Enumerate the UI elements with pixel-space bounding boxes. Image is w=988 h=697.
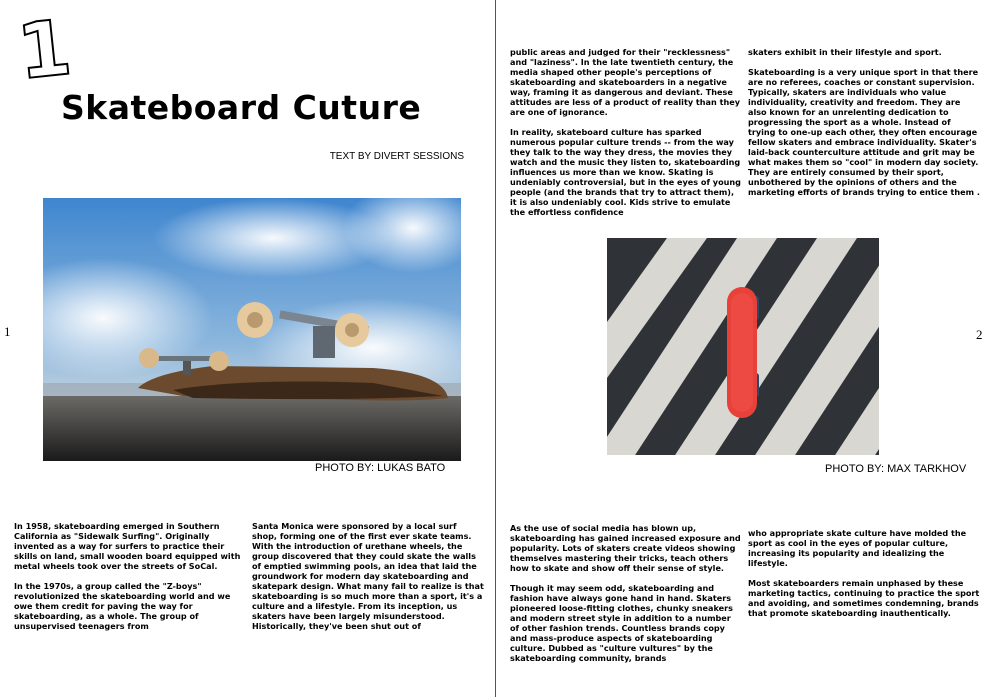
paragraph: Santa Monica were sponsored by a local surf shop, forming one of the first ever skate teams. With the introduction of urethane wheels, the group discovered that they could skate the walls of emptied swimming pools, an idea that laid the groundwork for modern day skateboarding and skatepark design. What many fail to realize is that skateboarding is so much more than a sport, it's a culture and a lifestyle. From its inception, us skaters have been largely misunderstood. Historically, they've been shut out of [252, 521, 484, 631]
paragraph: Most skateboarders remain unphased by these marketing tactics, continuing to practice the sport and avoiding, and sometimes condemning, brands that promote skateboarding inauthentically. [748, 578, 980, 618]
paragraph: public areas and judged for their "recklessness" and "laziness". In the late twentieth century, the media shaped other people's perceptions of skateboarding and skateboarders in a negative way, framing it as dangerous and deviant. These attitudes are less of a product of reality than they are one of ignorance. [510, 47, 740, 117]
text-column [510, 523, 742, 673]
paragraph: Skateboarding is a very unique sport in that there are no referees, coaches or constant supervision. Typically, skaters are individuals who value individuality, creativity and freedom. They are also known for an unrelenting dedication to progressing the sport as a whole. Instead of trying to one-up each other, they often encourage fellow skaters and embrace individuality. Skater's laid-back counterculture attitude and grit may be what makes them so "cool" in modern day society. They are entirely consumed by their sport, unbothered by the opinions of others and the marketing efforts of brands trying to entice them . [748, 67, 980, 197]
paragraph: skaters exhibit in their lifestyle and sport. [748, 47, 942, 57]
red-skateboard-crosswalk-photo [607, 238, 879, 455]
photo-credit: PHOTO BY: MAX TARKHOV [825, 463, 967, 475]
text-column [748, 528, 980, 628]
paragraph: who appropriate skate culture have molded the sport as cool in the eyes of popular culture, increasing its popularity and idealizing the lifestyle. [748, 528, 967, 568]
text-column [14, 521, 246, 641]
byline: TEXT BY DIVERT SESSIONS [329, 151, 464, 162]
paragraph: In reality, skateboard culture has sparked numerous popular culture trends -- from the way they talk to the way they dress, the movies they watch and the music they listen to, skateboarding influences us more than we know. Skating is undeniably controversial, but in the eyes of young people (and the brands that try to attract them), it is also undeniably cool. Kids strive to emulate the effortless confidence [510, 127, 741, 217]
text-column [748, 47, 980, 207]
paragraph: Though it may seem odd, skateboarding and fashion have always gone hand in hand. Skaters pioneered loose-fitting clothes, chunky sneakers and modern street style in addition to a number of other fashion trends. Countless brands copy and mass-produce aspects of skateboarding culture. Dubbed as "culture vultures" by the skateboarding community, brands [510, 583, 733, 663]
skateboard-sky-photo [43, 198, 461, 461]
paragraph: In 1958, skateboarding emerged in Southern California as "Sidewalk Surfing". Originally invented as a way for surfers to practice their skills on land, small wooden board equipped with metal wheels took over the streets of SoCal. [14, 521, 241, 571]
paragraph: In the 1970s, a group called the "Z-boys" revolutionized the skateboarding world and we owe them credit for paving the way for skateboarding, as a whole. The group of unsupervised teenagers from [14, 581, 231, 631]
page-gutter [495, 0, 496, 697]
article-title: Skateboard Cuture [61, 88, 422, 127]
paragraph: As the use of social media has blown up, skateboarding has gained increased exposure and popularity. Lots of skaters create videos showing themselves mastering their tricks, teach others how to skate and show off their sense of style. [510, 523, 741, 573]
photo-credit: PHOTO BY: LUKAS BATO [315, 462, 446, 474]
page-number: 1 [4, 324, 11, 339]
text-column [510, 47, 742, 227]
text-column [252, 521, 484, 641]
chapter-number: 1 [13, 2, 76, 97]
page-number: 2 [976, 327, 983, 342]
